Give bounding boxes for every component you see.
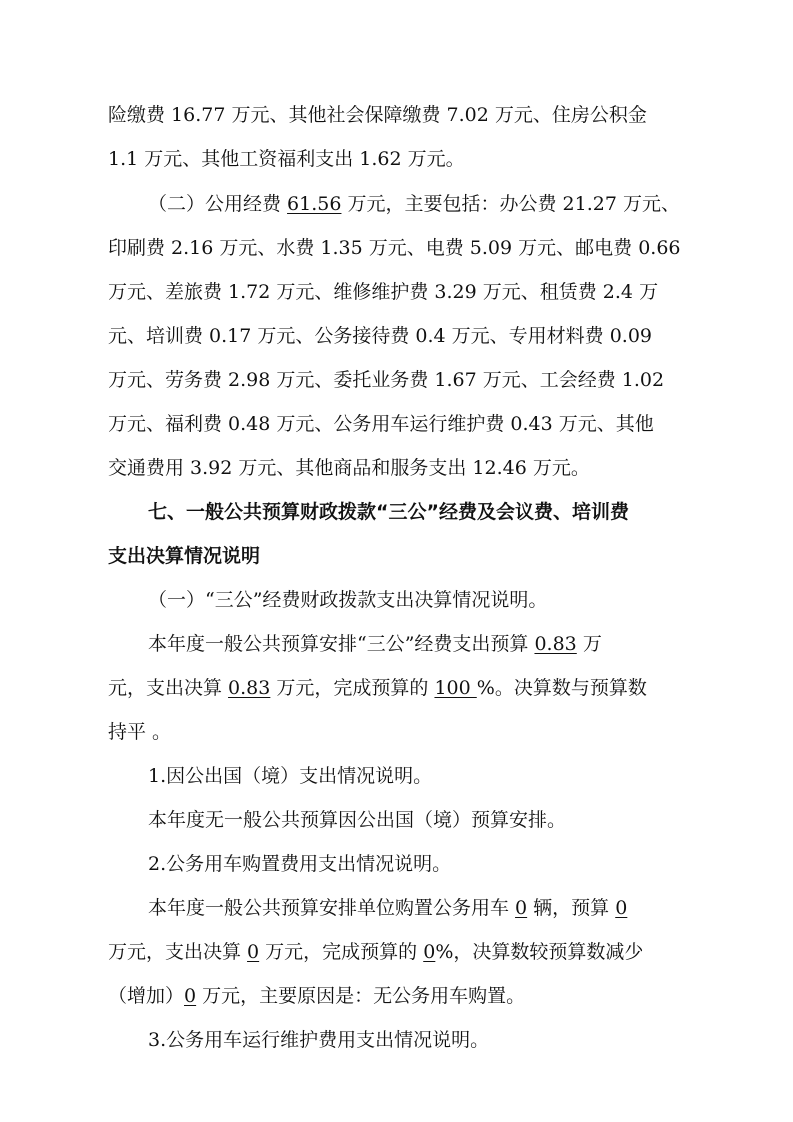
- vehicle-count: 0: [515, 897, 528, 919]
- vehicle-purchase-line-3: [108, 981, 696, 1011]
- three-public-budget-text: 本年度一般公共预算安排“三公”经费支出预算: [148, 633, 535, 655]
- three-public-actual-rest: %。决算数与预算数: [476, 677, 647, 699]
- public-funds-rest: 万元，主要包括：办公费 21.27 万元、: [341, 193, 680, 215]
- line-9-text: 交通费用 3.92 万元、其他商品和服务支出 12.46 万元。: [108, 457, 590, 479]
- line-7-text: 万元、劳务费 2.98 万元、委托业务费 1.67 万元、工会经费 1.02: [108, 369, 665, 391]
- text-line-6: [108, 321, 696, 351]
- item-1-heading-text: 1.因公出国（境）支出情况说明。: [148, 765, 433, 787]
- section-7-heading-text: 七、一般公共预算财政拨款“三公”经费及会议费、培训费: [148, 501, 629, 523]
- vehicle-actual-text: 万元，支出决算: [108, 941, 248, 963]
- vehicle-completion-rate: 0: [423, 941, 436, 963]
- three-public-budget-unit: 万: [576, 633, 602, 655]
- three-public-actual-amount: 0.83: [228, 677, 271, 699]
- section-7-heading-cont-text: 支出决算情况说明: [108, 545, 261, 567]
- text-line-5: [108, 277, 696, 307]
- three-public-completion-rate: 100: [434, 677, 477, 699]
- three-public-budget-amount: 0.83: [534, 633, 577, 655]
- vehicle-change-text: （增加）: [108, 985, 185, 1007]
- vehicle-actual-amount: 0: [247, 941, 260, 963]
- item-1-body: [148, 805, 696, 835]
- text-line-15: [108, 717, 696, 747]
- subsection-1-heading-text: （一）“三公”经费财政拨款支出决算情况说明。: [148, 589, 548, 611]
- text-line-4: [108, 233, 696, 263]
- vehicle-actual-rest: %，决算数较预算数减少: [435, 941, 644, 963]
- three-public-budget-line: [148, 629, 696, 659]
- text-line-2: [108, 144, 696, 174]
- text-line-9: [108, 453, 696, 483]
- line-1-text: 险缴费 16.77 万元、其他社会保障缴费 7.02 万元、住房公积金: [108, 104, 647, 126]
- vehicle-budget-amount: 0: [615, 897, 628, 919]
- vehicle-purchase-line-2: [108, 937, 696, 967]
- item-1-body-text: 本年度无一般公共预算因公出国（境）预算安排。: [148, 809, 567, 831]
- vehicle-actual-mid: 万元，完成预算的: [259, 941, 424, 963]
- item-3-heading-text: 3.公务用车运行维护费用支出情况说明。: [148, 1029, 490, 1051]
- item-3-heading: [148, 1025, 696, 1055]
- text-line-7: [108, 365, 696, 395]
- text-line-1: [108, 100, 696, 130]
- item-2-heading: [148, 849, 696, 879]
- line-8-text: 万元、福利费 0.48 万元、公务用车运行维护费 0.43 万元、其他: [108, 413, 654, 435]
- subsection-1-heading: [148, 585, 696, 615]
- public-funds-amount: 61.56: [287, 193, 342, 215]
- public-funds-label: （二）公用经费: [148, 193, 288, 215]
- line-5-text: 万元、差旅费 1.72 万元、维修维护费 3.29 万元、租赁费 2.4 万: [108, 281, 659, 303]
- three-public-actual-line: [108, 673, 696, 703]
- line-15-text: 持平 。: [108, 721, 172, 743]
- line-2-text: 1.1 万元、其他工资福利支出 1.62 万元。: [108, 148, 465, 170]
- section-7-heading: [148, 497, 696, 527]
- vehicle-purchase-mid: 辆，预算: [527, 897, 616, 919]
- line-6-text: 元、培训费 0.17 万元、公务接待费 0.4 万元、专用材料费 0.09: [108, 325, 653, 347]
- three-public-actual-text: 元，支出决算: [108, 677, 229, 699]
- section-7-heading-cont: [108, 541, 696, 571]
- three-public-actual-mid: 万元，完成预算的: [270, 677, 435, 699]
- public-funds-heading-line: [148, 189, 696, 219]
- vehicle-purchase-line-1: [148, 893, 696, 923]
- text-line-8: [108, 409, 696, 439]
- vehicle-change-amount: 0: [184, 985, 197, 1007]
- vehicle-purchase-text: 本年度一般公共预算安排单位购置公务用车: [148, 897, 516, 919]
- vehicle-change-reason: 万元，主要原因是：无公务用车购置。: [196, 985, 526, 1007]
- item-1-heading: [148, 761, 696, 791]
- item-2-heading-text: 2.公务用车购置费用支出情况说明。: [148, 853, 452, 875]
- line-4-text: 印刷费 2.16 万元、水费 1.35 万元、电费 5.09 万元、邮电费 0.66: [108, 237, 681, 259]
